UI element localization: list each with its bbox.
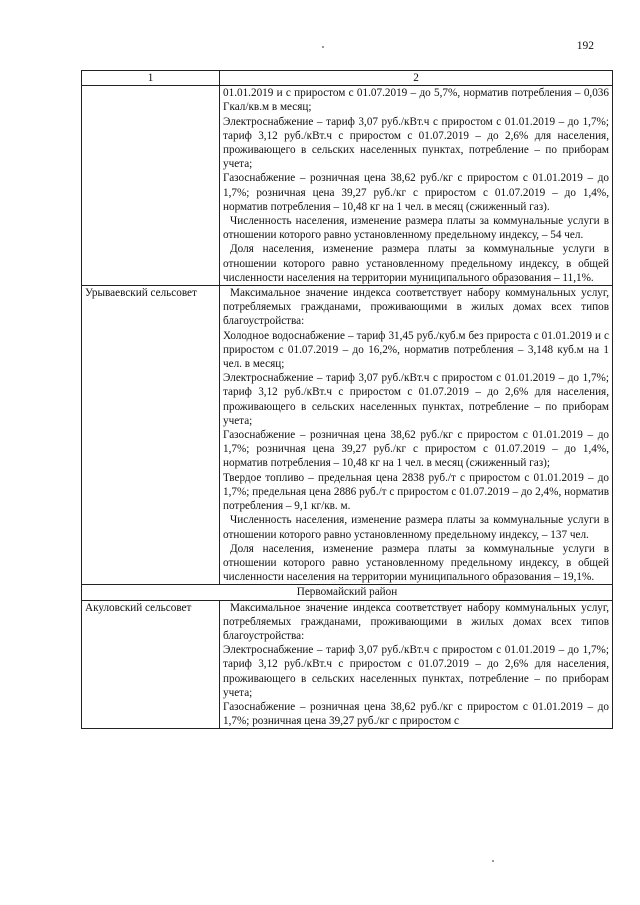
paragraph: Твердое топливо – предельная цена 2838 руб./т с приростом с 01.01.2019 – до 1,7%; предельная цена 2886 руб./т с приростом с 01.07.2019 – до 2,4%, норматив потребления – 9,1 кг/кв. м. — [223, 471, 609, 513]
description-cell — [220, 86, 613, 286]
paragraph: Доля населения, изменение размера платы за коммунальные услуги в отношении которого равно установленному предельному индексу, в общей численности населения на территории муниципального образования – 19,1%. — [223, 542, 609, 584]
paragraph: Максимальное значение индекса соответствует набору коммунальных услуг, потребляемых гражданами, проживающими в жилых домах всех типов благоустройства: — [223, 601, 609, 642]
paragraph: Газоснабжение – розничная цена 38,62 руб./кг с приростом с 01.01.2019 – до 1,7%; розничная цена 39,27 руб./кг с приростом с — [223, 700, 609, 728]
municipality-cell: Урываевский сельсовет — [82, 286, 220, 585]
description-cell — [220, 600, 613, 729]
data-table — [81, 70, 613, 729]
paragraph: Электроснабжение – тариф 3,07 руб./кВт.ч с приростом с 01.01.2019 – до 1,7%; тариф 3,12 руб./кВт.ч с приростом с 01.07.2019 – до 2,6% для населения, проживающего в сельских населенных пунктах, потребление – по приборам учета; — [223, 115, 609, 171]
description-cell — [220, 286, 613, 585]
paragraph: 01.01.2019 и с приростом с 01.07.2019 – до 5,7%, норматив потребления – 0,036 Гкал/кв.м в месяц; — [223, 87, 609, 114]
table-row — [82, 600, 613, 729]
column-number-2: 2 — [220, 71, 613, 86]
paragraph: Газоснабжение – розничная цена 38,62 руб./кг с приростом с 01.01.2019 – до 1,7%; розничная цена 39,27 руб./кг с приростом с 01.07.2019 – до 1,4%, норматив потребления – 10,48 кг на 1 чел. в месяц (сжиженный газ); — [223, 429, 609, 470]
paragraph: Газоснабжение – розничная цена 38,62 руб./кг с приростом с 01.01.2019 – до 1,7%; розничная цена 39,27 руб./кг с приростом с 01.07.2019 – до 1,4%, норматив потребления – 10,48 кг на 1 чел. в месяц (сжиженный газ). — [223, 172, 609, 213]
scan-speck — [492, 860, 494, 862]
paragraph: Холодное водоснабжение – тариф 31,45 руб./куб.м без прироста с 01.01.2019 и с приростом с 01.07.2019 – до 16,2%, норматив потребления – 3,148 куб.м на 1 чел. в месяц; — [223, 329, 609, 371]
scan-speck — [322, 46, 324, 48]
column-number-1: 1 — [82, 71, 220, 86]
table-row — [82, 86, 613, 286]
paragraph: Электроснабжение – тариф 3,07 руб./кВт.ч с приростом с 01.01.2019 – до 1,7%; тариф 3,12 руб./кВт.ч с приростом с 01.07.2019 – до 2,6% для населения, проживающего в сельских населенных пунктах, потребление – по приборам учета; — [223, 372, 609, 427]
paragraph: Электроснабжение – тариф 3,07 руб./кВт.ч с приростом с 01.01.2019 – до 1,7%; тариф 3,12 руб./кВт.ч с приростом с 01.07.2019 – до 2,6% для населения, проживающего в сельских населенных пунктах, потребление – по приборам учета; — [223, 644, 609, 699]
paragraph: Численность населения, изменение размера платы за коммунальные услуги в отношении которого равно установленному предельному индексу, – 54 чел. — [223, 215, 609, 242]
page-number: 192 — [576, 40, 594, 52]
table-row — [82, 286, 613, 585]
district-heading: Первомайский район — [82, 585, 613, 600]
paragraph: Максимальное значение индекса соответствует набору коммунальных услуг, потребляемых гражданами, проживающими в жилых домах всех типов благоустройства: — [223, 287, 609, 328]
paragraph: Доля населения, изменение размера платы за коммунальные услуги в отношении которого равно установленному предельному индексу, в общей численности населения на территории муниципального образования – 11,1%. — [223, 243, 609, 284]
table-header-row — [82, 71, 613, 86]
municipality-cell: Акуловский сельсовет — [82, 600, 220, 729]
paragraph: Численность населения, изменение размера платы за коммунальные услуги в отношении которого равно установленному предельному индексу, – 137 чел. — [223, 514, 609, 541]
district-row — [82, 585, 613, 600]
municipality-cell — [82, 86, 220, 286]
